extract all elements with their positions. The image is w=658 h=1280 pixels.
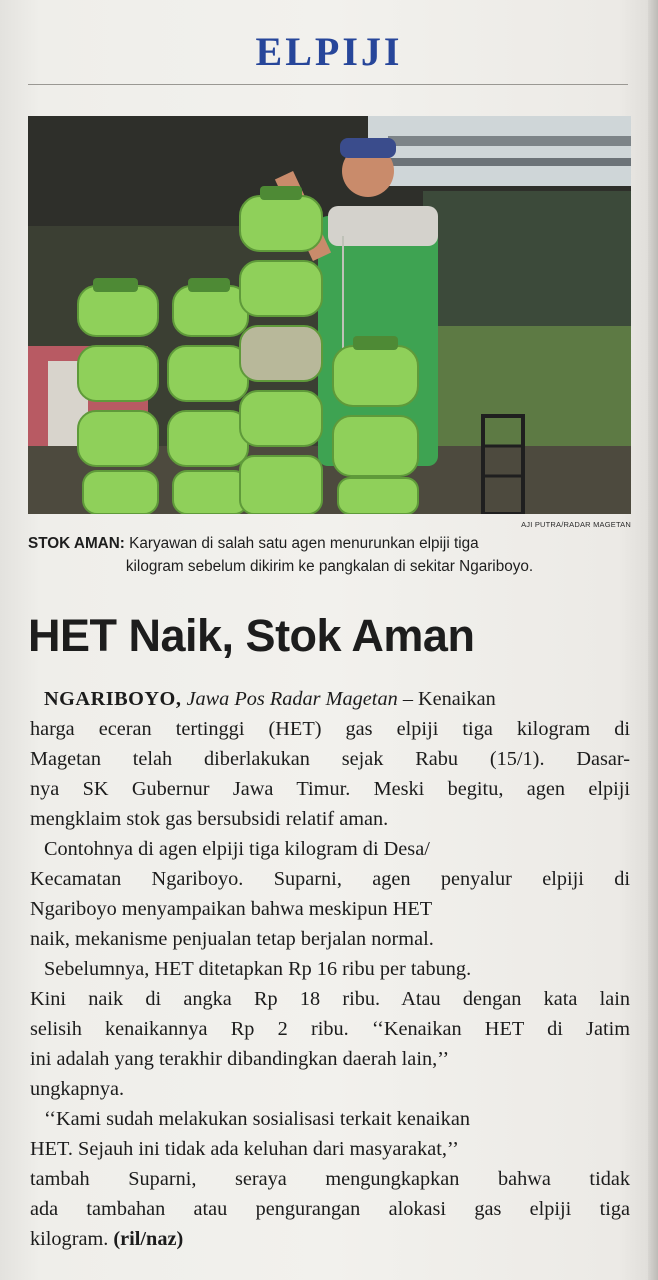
article-line: Contohnya di agen elpiji tiga kilogram di Desa/ <box>44 838 430 860</box>
article-line: ungkapnya. <box>30 1078 125 1100</box>
page-edge-shadow <box>648 0 658 1280</box>
article-line: HET. Sejauh ini tidak ada keluhan dari masyarakat,’’ <box>30 1138 459 1160</box>
dateline-place: NGARIBOYO, <box>44 688 182 710</box>
article-line: Kecamatan Ngariboyo. Suparni, agen penyalur elpiji di <box>30 868 630 890</box>
article-body <box>30 684 630 1254</box>
article-line: ada tambahan atau pengurangan alokasi gas elpiji tiga <box>30 1198 630 1220</box>
photo-caption <box>28 532 631 578</box>
article-line: ‘‘Kami sudah melakukan sosialisasi terkait kenaikan <box>44 1108 470 1130</box>
article-headline: HET Naik, Stok Aman <box>28 610 475 661</box>
section-rubric: ELPIJI <box>255 29 403 74</box>
article-line: Magetan telah diberlakukan sejak Rabu (15/1). Dasar- <box>30 748 630 770</box>
article-line: mengklaim stok gas bersubsidi relatif aman. <box>30 808 389 830</box>
author-signature: (ril/naz) <box>113 1228 184 1250</box>
article-line: selisih kenaikannya Rp 2 ribu. ‘‘Kenaikan HET di Jatim <box>30 1018 630 1040</box>
article-lead-line <box>30 684 630 714</box>
article-line: harga eceran tertinggi (HET) gas elpiji tiga kilogram di <box>30 718 630 740</box>
photo-credit: AJI PUTRA/RADAR MAGETAN <box>521 520 631 529</box>
lead-tail: – Kenaikan <box>402 688 496 710</box>
article-last-line <box>30 1224 630 1254</box>
caption-line-2: kilogram sebelum dikirim ke pangkalan di sekitar Ngariboyo. <box>125 558 534 575</box>
article-line: nya SK Gubernur Jawa Timur. Meski begitu, agen elpiji <box>30 778 630 800</box>
article-line: naik, mekanisme penjualan tetap berjalan normal. <box>30 928 434 950</box>
article-line: Kini naik di angka Rp 18 ribu. Atau dengan kata lain <box>30 988 630 1010</box>
caption-lead: STOK AMAN: <box>28 535 125 552</box>
article-line: Sebelumnya, HET ditetapkan Rp 16 ribu per tabung. <box>44 958 472 980</box>
article-line: kilogram. <box>30 1228 109 1250</box>
photo-illustration <box>28 116 631 514</box>
rubric-divider <box>28 84 628 85</box>
article-line: ini adalah yang terakhir dibandingkan daerah lain,’’ <box>30 1048 450 1070</box>
article-line: Ngariboyo menyampaikan bahwa meskipun HET <box>30 898 433 920</box>
article-line: tambah Suparni, seraya mengungkapkan bahwa tidak <box>30 1168 630 1190</box>
dateline-source: Jawa Pos Radar Magetan <box>186 688 398 710</box>
caption-line-1: Karyawan di salah satu agen menurunkan elpiji tiga <box>129 535 479 552</box>
news-photo <box>28 116 631 514</box>
